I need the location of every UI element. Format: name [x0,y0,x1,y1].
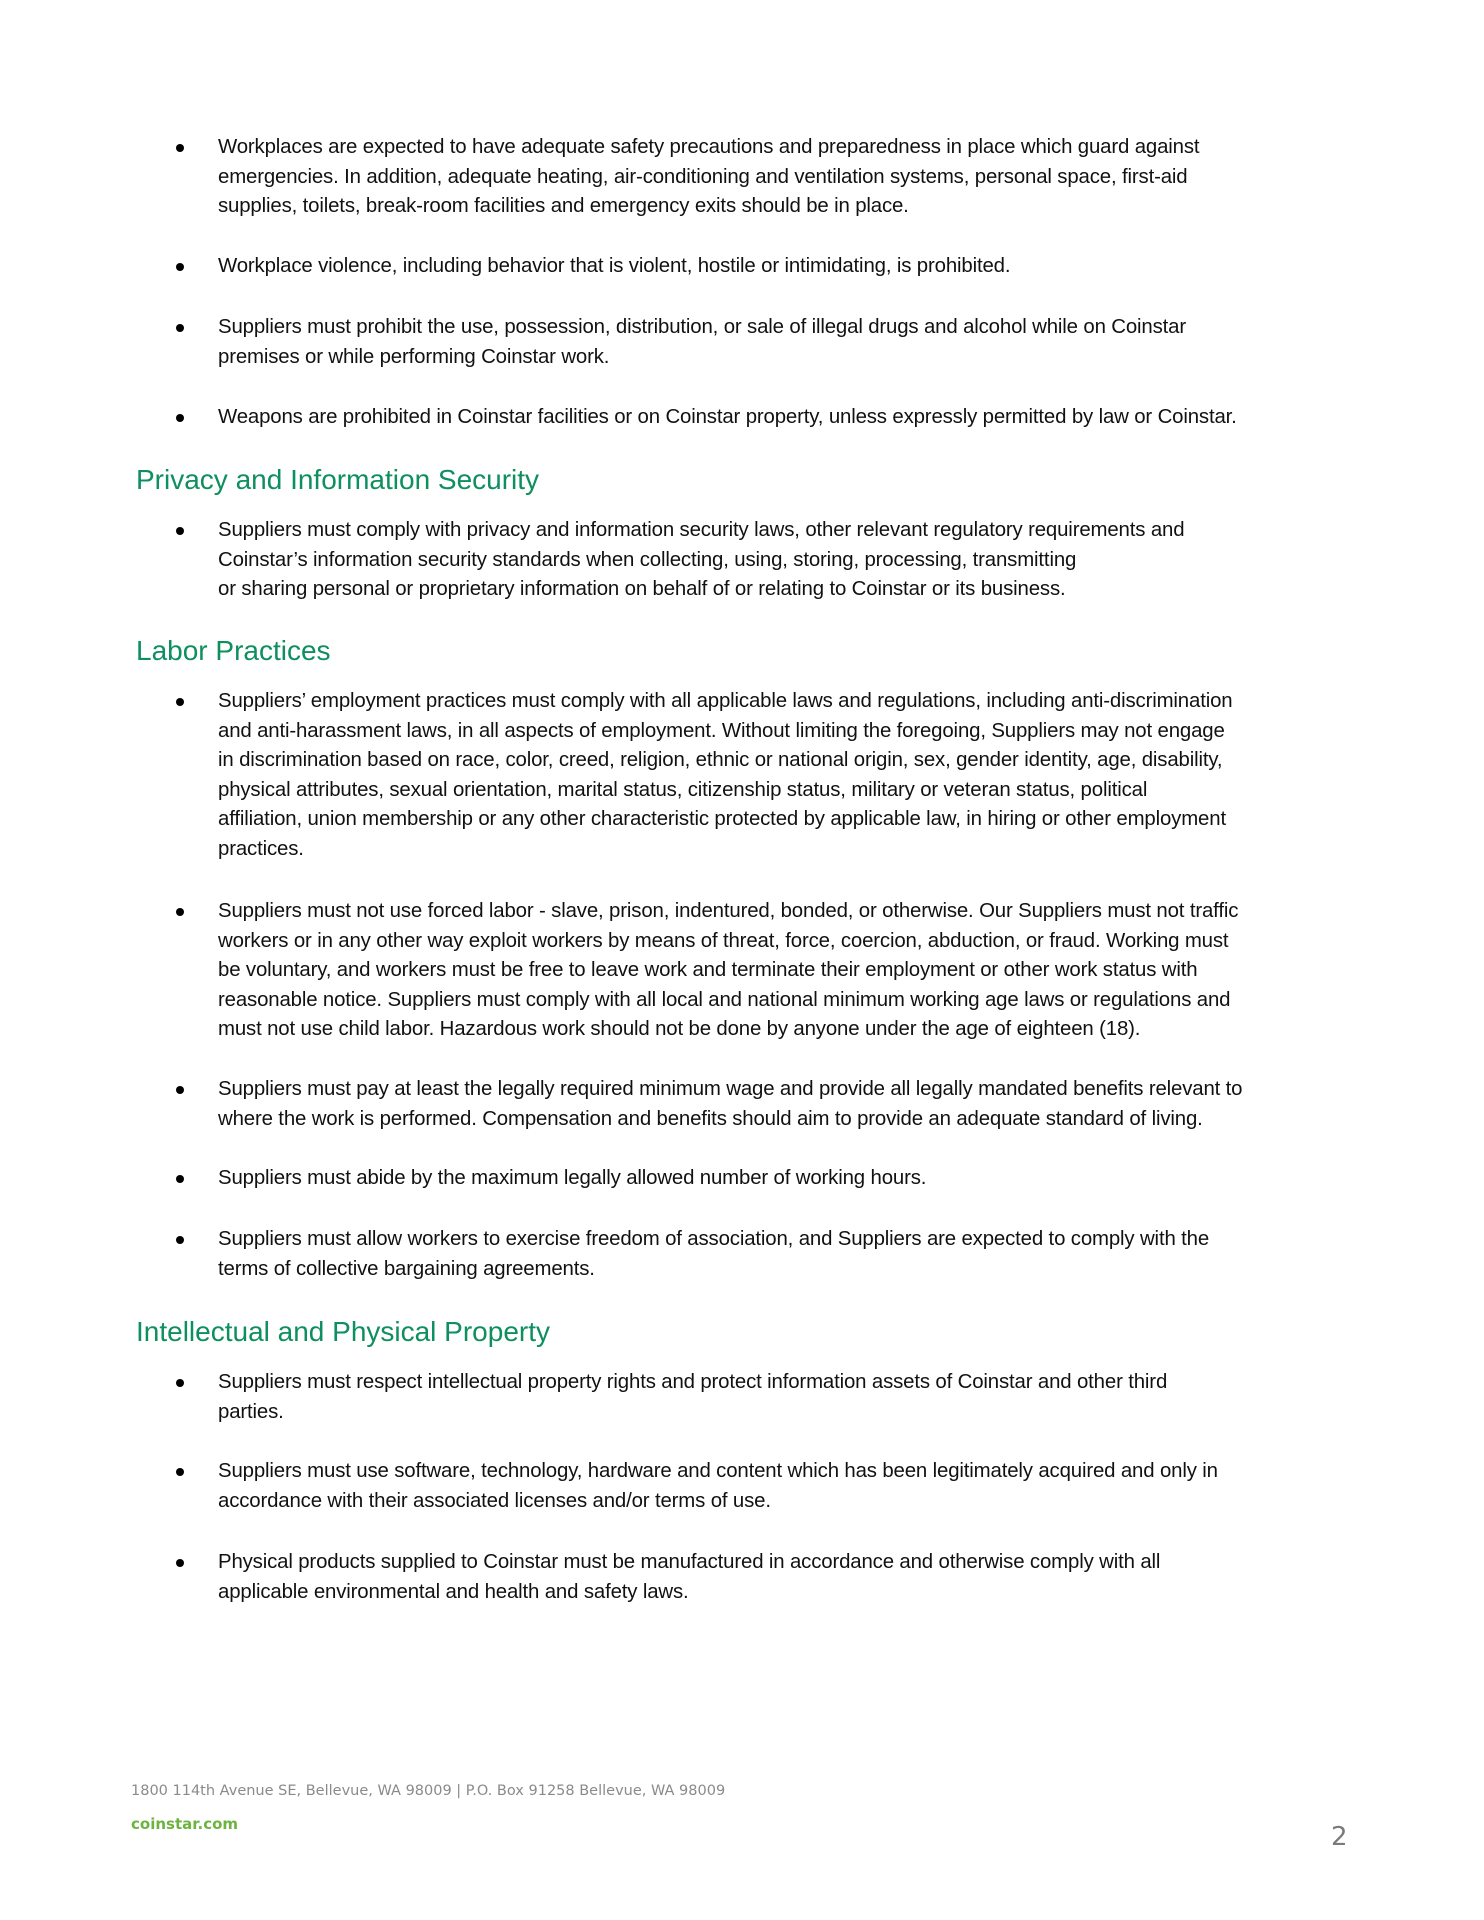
footer-address: 1800 114th Avenue SE, Bellevue, WA 98009 | P.O. Box 91258 Bellevue, WA 98009 [131,1783,726,1799]
text-line: Suppliers must comply with privacy and information security laws, other relevant regulatory requirements and [218,519,1185,541]
text-line: Suppliers must prohibit the use, possession, distribution, or sale of illegal drugs and alcohol while on Coinstar [218,316,1187,338]
bullet-icon [176,1559,184,1567]
bullet-text [218,133,1199,222]
text-line: parties. [218,1400,284,1423]
text-line: be voluntary, and workers must be free to leave work and terminate their employment or other work status with [218,959,1198,981]
text-line: reasonable notice. Suppliers must comply with all local and national minimum working age laws or regulations and [218,988,1231,1011]
text-line: Workplace violence, including behavior that is violent, hostile or intimidating, is prohibited. [218,255,1011,277]
bullet-icon [176,527,184,535]
text-line: Suppliers must allow workers to exercise freedom of association, and Suppliers are expected to comply with the [218,1228,1210,1250]
bullet-icon [176,1175,184,1183]
footer-website-link[interactable]: coinstar.com [131,1815,239,1833]
bullet-icon [176,1379,184,1387]
text-line: and anti-harassment laws, in all aspects of employment. Without limiting the foregoing, Suppliers may not engage [218,719,1225,742]
bullet-icon [176,1086,184,1094]
bullet-text [218,1368,1167,1427]
text-line: Suppliers must respect intellectual property rights and protect information assets of Coinstar and other third [218,1371,1168,1393]
bullet-text [218,1548,1160,1607]
bullet-text [218,313,1186,372]
text-line: Workplaces are expected to have adequate safety precautions and preparedness in place which guard against [218,136,1200,158]
page-number: 2 [1331,1822,1348,1852]
bullet-icon [176,698,184,706]
text-line: Suppliers must not use forced labor - slave, prison, indentured, bonded, or otherwise. Our Suppliers must not traffic [218,900,1239,922]
text-line: or sharing personal or proprietary information on behalf of or relating to Coinstar or its business. [218,578,1066,600]
bullet-icon [176,414,184,422]
text-line: emergencies. In addition, adequate heating, air-conditioning and ventilation systems, personal space, first-aid [218,165,1188,188]
bullet-text [218,252,1010,282]
text-line: must not use child labor. Hazardous work should not be done by anyone under the age of eighteen (18). [218,1018,1141,1040]
text-line: physical attributes, sexual orientation, marital status, citizenship status, military or veteran status, political [218,778,1148,801]
text-line: Suppliers must pay at least the legally required minimum wage and provide all legally mandated benefits relevant to [218,1078,1243,1100]
bullet-text [218,897,1238,1045]
text-line: accordance with their associated licenses and/or terms of use. [218,1489,771,1512]
bullet-icon [176,263,184,271]
text-line: premises or while performing Coinstar work. [218,345,610,368]
section-heading-intellectual-property: Intellectual and Physical Property [136,1316,550,1347]
text-line: Suppliers must use software, technology, hardware and content which has been legitimately acquired and only in [218,1460,1218,1482]
bullet-text [218,1075,1242,1134]
text-line: where the work is performed. Compensation and benefits should aim to provide an adequate standard of living. [218,1107,1203,1130]
bullet-text [218,516,1184,605]
text-line: affiliation, union membership or any other characteristic protected by applicable law, in hiring or other employment [218,808,1226,830]
text-line: Weapons are prohibited in Coinstar facilities or on Coinstar property, unless expressly permitted by law or Coinstar. [218,406,1237,428]
text-line: Suppliers’ employment practices must comply with all applicable laws and regulations, including anti-discrimination [218,690,1233,712]
text-line: workers or in any other way exploit workers by means of threat, force, coercion, abduction, or fraud. Working must [218,929,1229,952]
text-line: terms of collective bargaining agreements. [218,1257,595,1280]
section-heading-labor: Labor Practices [136,635,331,666]
text-line: applicable environmental and health and safety laws. [218,1580,689,1603]
text-line: supplies, toilets, break-room facilities and emergency exits should be in place. [218,195,909,217]
bullet-icon [176,324,184,332]
text-line: practices. [218,837,304,860]
section-heading-privacy: Privacy and Information Security [136,464,540,495]
bullet-text [218,1164,926,1194]
bullet-icon [176,908,184,916]
text-line: Physical products supplied to Coinstar must be manufactured in accordance and otherwise comply with all [218,1551,1161,1573]
text-line: Suppliers must abide by the maximum legally allowed number of working hours. [218,1167,927,1189]
text-line: in discrimination based on race, color, creed, religion, ethnic or national origin, sex, gender identity, age, disability, [218,749,1223,771]
text-line: Coinstar’s information security standards when collecting, using, storing, processing, transmitting [218,548,1077,571]
bullet-text [218,687,1232,864]
bullet-text [218,1225,1209,1284]
bullet-icon [176,1468,184,1476]
bullet-text [218,1457,1218,1516]
bullet-icon [176,1236,184,1244]
bullet-icon [176,144,184,152]
bullet-text [218,403,1237,433]
